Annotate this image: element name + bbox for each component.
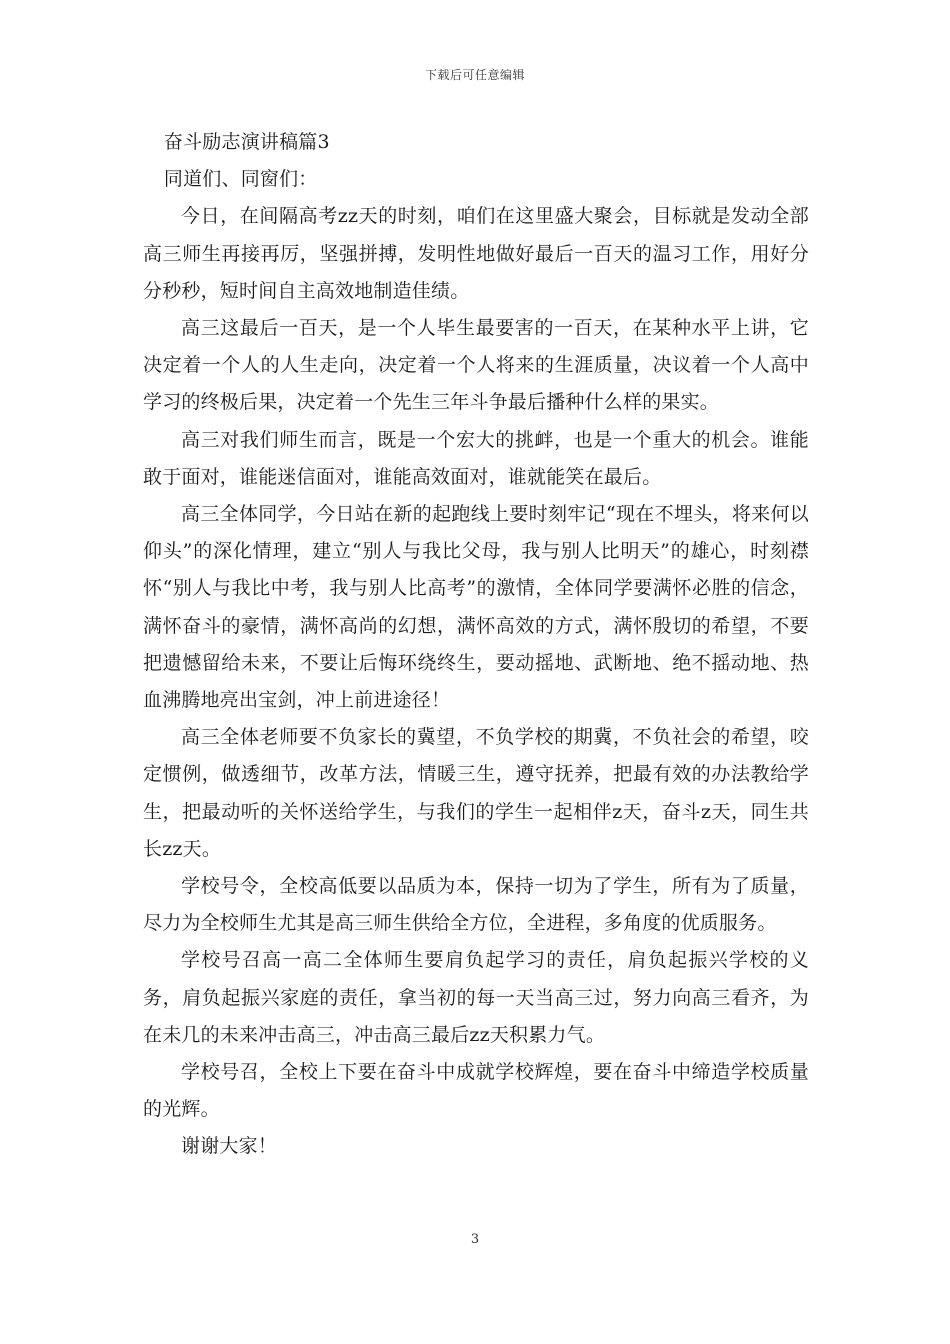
paragraph: 高三这最后一百天，是一个人毕生最要害的一百天，在某种水平上讲，它决定着一个人的人生走向，决定着一个人将来的生涯质量，决议着一个人高中学习的终极后果，决定着一个先生三年斗争最后播种什么样的果实。 bbox=[143, 317, 809, 414]
page-header: 下载后可任意编辑 bbox=[424, 68, 525, 82]
paragraph: 今日，在间隔高考zz天的时刻，咱们在这里盛大聚会，目标就是发动全部高三师生再接再厉，坚强拼搏，发明性地做好最后一百天的温习工作，用好分分秒秒，短时间自主高效地制造佳绩。 bbox=[143, 205, 809, 302]
page-number: 3 bbox=[470, 1232, 480, 1247]
document-body bbox=[143, 124, 809, 1166]
paragraph: 学校号召，全校上下要在奋斗中成就学校辉煌，要在奋斗中缔造学校质量的光辉。 bbox=[143, 1061, 809, 1121]
paragraph: 学校号召高一高二全体师生要肩负起学习的责任，肩负起振兴学校的义务，肩负起振兴家庭的责任，拿当初的每一天当高三过，努力向高三看齐，为在未几的未来冲击高三，冲击高三最后zz天积累力气。 bbox=[143, 949, 809, 1046]
paragraph: 高三对我们师生而言，既是一个宏大的挑衅，也是一个重大的机会。谁能敢于面对，谁能迷信面对，谁能高效面对，谁就能笑在最后。 bbox=[143, 428, 809, 488]
salutation: 同道们、同窗们： bbox=[163, 168, 318, 191]
closing-line: 谢谢大家！ bbox=[181, 1135, 278, 1158]
document-title: 奋斗励志演讲稿篇3 bbox=[163, 131, 330, 153]
paragraph: 高三全体老师要不负家长的冀望，不负学校的期冀，不负社会的希望，咬定惯例，做透细节，改革方法，情暖三生，遵守抚养，把最有效的办法教给学生，把最动听的关怀送给学生，与我们的学生一起相伴z天，奋斗z天，同生共长zz天。 bbox=[143, 726, 809, 860]
paragraph: 学校号令，全校高低要以品质为本，保持一切为了学生，所有为了质量，尽力为全校师生尤其是高三师生供给全方位，全进程，多角度的优质服务。 bbox=[143, 875, 809, 935]
paragraph: 高三全体同学，今日站在新的起跑线上要时刻牢记“现在不埋头，将来何以仰头”的深化情理，建立“别人与我比父母，我与别人比明天”的雄心，时刻襟怀“别人与我比中考，我与别人比高考”的激情，全体同学要满怀必胜的信念，满怀奋斗的豪情，满怀高尚的幻想，满怀高效的方式，满怀殷切的希望，不要把遗憾留给未来，不要让后悔环绕终生，要动摇地、武断地、绝不摇动地、热血沸腾地亮出宝剑，冲上前进途径！ bbox=[143, 503, 809, 712]
